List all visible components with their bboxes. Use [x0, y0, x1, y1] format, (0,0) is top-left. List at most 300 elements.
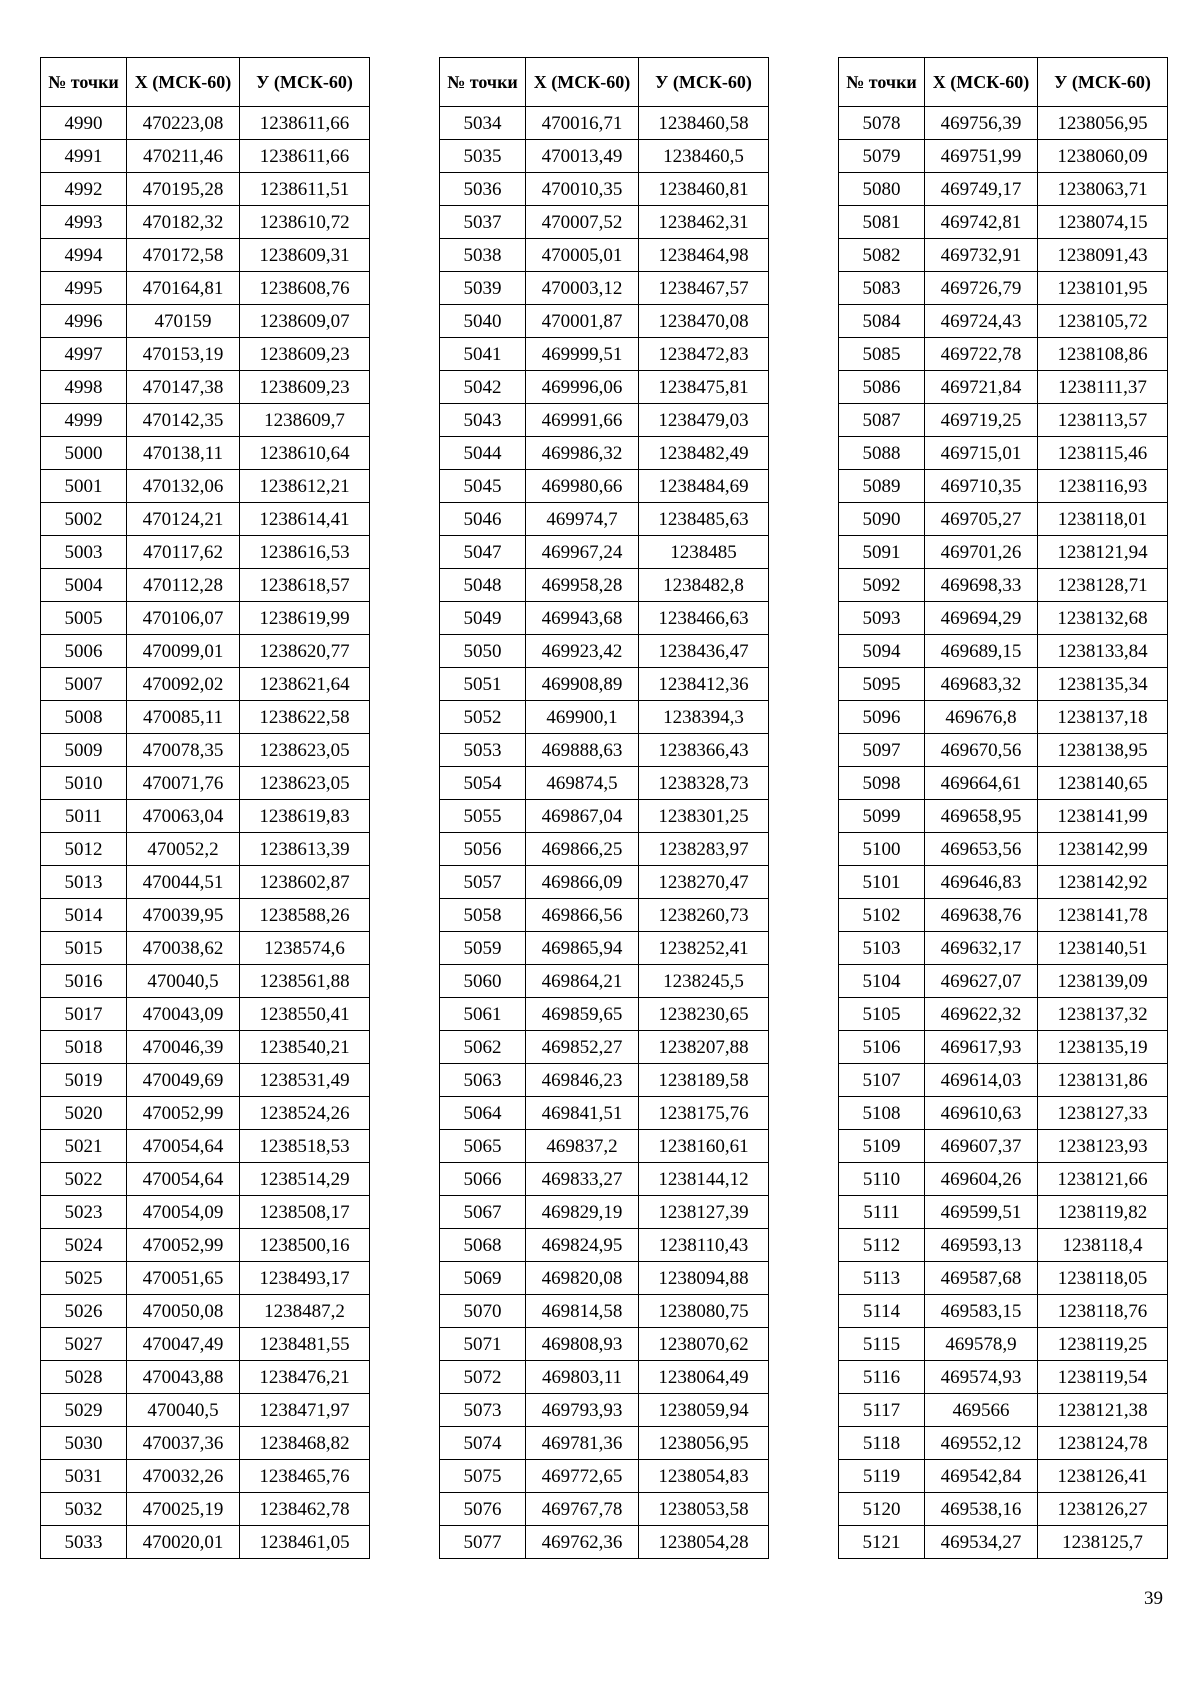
y-coordinate-cell: 1238518,53 — [240, 1130, 370, 1163]
point-number-cell: 5011 — [41, 800, 127, 833]
y-coordinate-cell: 1238481,55 — [240, 1328, 370, 1361]
x-coordinate-cell: 469974,7 — [526, 503, 639, 536]
table-row — [41, 404, 370, 437]
x-coordinate-cell: 470043,88 — [127, 1361, 240, 1394]
point-number-cell: 4991 — [41, 140, 127, 173]
point-number-cell: 5034 — [440, 107, 526, 140]
table-row — [41, 140, 370, 173]
table-row — [41, 206, 370, 239]
table-row — [440, 602, 769, 635]
table-row — [839, 833, 1168, 866]
x-coordinate-cell: 470078,35 — [127, 734, 240, 767]
table-row — [41, 734, 370, 767]
point-number-cell: 5070 — [440, 1295, 526, 1328]
y-coordinate-cell: 1238189,58 — [639, 1064, 769, 1097]
x-coordinate-cell: 469980,66 — [526, 470, 639, 503]
point-number-cell: 5049 — [440, 602, 526, 635]
y-coordinate-cell: 1238609,7 — [240, 404, 370, 437]
table-row — [41, 1361, 370, 1394]
x-coordinate-cell: 469767,78 — [526, 1493, 639, 1526]
y-coordinate-cell: 1238620,77 — [240, 635, 370, 668]
table-row — [839, 1262, 1168, 1295]
point-number-cell: 5071 — [440, 1328, 526, 1361]
point-number-cell: 5035 — [440, 140, 526, 173]
x-coordinate-cell: 470013,49 — [526, 140, 639, 173]
table-row — [839, 1427, 1168, 1460]
y-coordinate-cell: 1238460,58 — [639, 107, 769, 140]
x-coordinate-cell: 469587,68 — [925, 1262, 1038, 1295]
y-coordinate-cell: 1238105,72 — [1038, 305, 1168, 338]
x-coordinate-cell: 470138,11 — [127, 437, 240, 470]
y-coordinate-cell: 1238485,63 — [639, 503, 769, 536]
y-coordinate-cell: 1238080,75 — [639, 1295, 769, 1328]
x-coordinate-cell: 469756,39 — [925, 107, 1038, 140]
y-coordinate-cell: 1238121,38 — [1038, 1394, 1168, 1427]
x-coordinate-cell: 470038,62 — [127, 932, 240, 965]
point-number-cell: 5050 — [440, 635, 526, 668]
x-coordinate-cell: 470010,35 — [526, 173, 639, 206]
point-number-cell: 4996 — [41, 305, 127, 338]
table-row — [839, 602, 1168, 635]
x-coordinate-cell: 470040,5 — [127, 965, 240, 998]
table-row — [440, 1394, 769, 1427]
point-number-cell: 5082 — [839, 239, 925, 272]
point-number-cell: 5094 — [839, 635, 925, 668]
y-coordinate-cell: 1238608,76 — [240, 272, 370, 305]
point-number-cell: 5014 — [41, 899, 127, 932]
header-point-number: № точки — [41, 58, 127, 107]
point-number-cell: 5029 — [41, 1394, 127, 1427]
point-number-cell: 5067 — [440, 1196, 526, 1229]
table-row — [41, 1130, 370, 1163]
x-coordinate-cell: 470117,62 — [127, 536, 240, 569]
y-coordinate-cell: 1238135,19 — [1038, 1031, 1168, 1064]
x-coordinate-cell: 470040,5 — [127, 1394, 240, 1427]
y-coordinate-cell: 1238550,41 — [240, 998, 370, 1031]
y-coordinate-cell: 1238436,47 — [639, 635, 769, 668]
point-number-cell: 5063 — [440, 1064, 526, 1097]
y-coordinate-cell: 1238123,93 — [1038, 1130, 1168, 1163]
x-coordinate-cell: 470099,01 — [127, 635, 240, 668]
table-row — [41, 1427, 370, 1460]
y-coordinate-cell: 1238613,39 — [240, 833, 370, 866]
x-coordinate-cell: 469574,93 — [925, 1361, 1038, 1394]
header-x-coordinate: Х (МСК-60) — [925, 58, 1038, 107]
point-number-cell: 5024 — [41, 1229, 127, 1262]
table-row — [41, 1229, 370, 1262]
x-coordinate-cell: 469732,91 — [925, 239, 1038, 272]
x-coordinate-cell: 470132,06 — [127, 470, 240, 503]
table-row — [839, 371, 1168, 404]
y-coordinate-cell: 1238472,83 — [639, 338, 769, 371]
x-coordinate-cell: 469967,24 — [526, 536, 639, 569]
y-coordinate-cell: 1238610,64 — [240, 437, 370, 470]
table-row — [440, 899, 769, 932]
point-number-cell: 5081 — [839, 206, 925, 239]
header-x-coordinate: Х (МСК-60) — [526, 58, 639, 107]
y-coordinate-cell: 1238121,66 — [1038, 1163, 1168, 1196]
x-coordinate-cell: 470043,09 — [127, 998, 240, 1031]
point-number-cell: 5044 — [440, 437, 526, 470]
header-y-coordinate: У (МСК-60) — [639, 58, 769, 107]
table-body — [41, 107, 370, 1559]
point-number-cell: 5009 — [41, 734, 127, 767]
table-row — [41, 1097, 370, 1130]
x-coordinate-cell: 470054,64 — [127, 1163, 240, 1196]
table-row — [41, 602, 370, 635]
point-number-cell: 5106 — [839, 1031, 925, 1064]
point-number-cell: 5089 — [839, 470, 925, 503]
y-coordinate-cell: 1238125,7 — [1038, 1526, 1168, 1559]
point-number-cell: 5065 — [440, 1130, 526, 1163]
table-row — [839, 998, 1168, 1031]
x-coordinate-cell: 470071,76 — [127, 767, 240, 800]
point-number-cell: 5103 — [839, 932, 925, 965]
point-number-cell: 5045 — [440, 470, 526, 503]
y-coordinate-cell: 1238619,83 — [240, 800, 370, 833]
y-coordinate-cell: 1238622,58 — [240, 701, 370, 734]
table-row — [839, 470, 1168, 503]
y-coordinate-cell: 1238618,57 — [240, 569, 370, 602]
y-coordinate-cell: 1238514,29 — [240, 1163, 370, 1196]
x-coordinate-cell: 469538,16 — [925, 1493, 1038, 1526]
y-coordinate-cell: 1238142,99 — [1038, 833, 1168, 866]
table-row — [839, 635, 1168, 668]
table-row — [41, 173, 370, 206]
table-row — [839, 239, 1168, 272]
x-coordinate-cell: 470172,58 — [127, 239, 240, 272]
table-row — [41, 1328, 370, 1361]
point-number-cell: 5005 — [41, 602, 127, 635]
y-coordinate-cell: 1238059,94 — [639, 1394, 769, 1427]
y-coordinate-cell: 1238108,86 — [1038, 338, 1168, 371]
table-row — [440, 1493, 769, 1526]
point-number-cell: 4990 — [41, 107, 127, 140]
table-body — [440, 107, 769, 1559]
y-coordinate-cell: 1238283,97 — [639, 833, 769, 866]
table-row — [440, 437, 769, 470]
x-coordinate-cell: 469874,5 — [526, 767, 639, 800]
table-row — [41, 107, 370, 140]
point-number-cell: 5013 — [41, 866, 127, 899]
table-header-row — [440, 58, 769, 107]
table-row — [41, 1031, 370, 1064]
table-row — [839, 1163, 1168, 1196]
y-coordinate-cell: 1238054,28 — [639, 1526, 769, 1559]
x-coordinate-cell: 469820,08 — [526, 1262, 639, 1295]
y-coordinate-cell: 1238113,57 — [1038, 404, 1168, 437]
y-coordinate-cell: 1238121,94 — [1038, 536, 1168, 569]
header-x-coordinate: Х (МСК-60) — [127, 58, 240, 107]
point-number-cell: 5096 — [839, 701, 925, 734]
point-number-cell: 5100 — [839, 833, 925, 866]
table-row — [41, 833, 370, 866]
table-row — [440, 404, 769, 437]
y-coordinate-cell: 1238476,21 — [240, 1361, 370, 1394]
point-number-cell: 5027 — [41, 1328, 127, 1361]
table-row — [440, 1526, 769, 1559]
point-number-cell: 5072 — [440, 1361, 526, 1394]
x-coordinate-cell: 470147,38 — [127, 371, 240, 404]
table-row — [41, 635, 370, 668]
table-row — [41, 1526, 370, 1559]
point-number-cell: 5046 — [440, 503, 526, 536]
table-row — [41, 701, 370, 734]
header-point-number: № точки — [839, 58, 925, 107]
point-number-cell: 5114 — [839, 1295, 925, 1328]
table-row — [41, 668, 370, 701]
x-coordinate-cell: 469599,51 — [925, 1196, 1038, 1229]
x-coordinate-cell: 469721,84 — [925, 371, 1038, 404]
table-row — [839, 1130, 1168, 1163]
table-row — [440, 338, 769, 371]
table-row — [41, 305, 370, 338]
table-row — [41, 866, 370, 899]
y-coordinate-cell: 1238160,61 — [639, 1130, 769, 1163]
table-row — [41, 272, 370, 305]
x-coordinate-cell: 470032,26 — [127, 1460, 240, 1493]
point-number-cell: 5090 — [839, 503, 925, 536]
y-coordinate-cell: 1238612,21 — [240, 470, 370, 503]
table-row — [41, 800, 370, 833]
table-row — [41, 1196, 370, 1229]
x-coordinate-cell: 469991,66 — [526, 404, 639, 437]
x-coordinate-cell: 469986,32 — [526, 437, 639, 470]
point-number-cell: 5022 — [41, 1163, 127, 1196]
point-number-cell: 5079 — [839, 140, 925, 173]
x-coordinate-cell: 469617,93 — [925, 1031, 1038, 1064]
y-coordinate-cell: 1238141,99 — [1038, 800, 1168, 833]
y-coordinate-cell: 1238118,76 — [1038, 1295, 1168, 1328]
point-number-cell: 5068 — [440, 1229, 526, 1262]
y-coordinate-cell: 1238609,23 — [240, 338, 370, 371]
y-coordinate-cell: 1238091,43 — [1038, 239, 1168, 272]
table-row — [41, 1262, 370, 1295]
x-coordinate-cell: 469781,36 — [526, 1427, 639, 1460]
point-number-cell: 5061 — [440, 998, 526, 1031]
y-coordinate-cell: 1238054,83 — [639, 1460, 769, 1493]
y-coordinate-cell: 1238588,26 — [240, 899, 370, 932]
x-coordinate-cell: 469683,32 — [925, 668, 1038, 701]
y-coordinate-cell: 1238574,6 — [240, 932, 370, 965]
page-number: 39 — [1144, 1588, 1163, 1609]
table-row — [440, 998, 769, 1031]
point-number-cell: 5102 — [839, 899, 925, 932]
table-row — [440, 1031, 769, 1064]
table-row — [839, 107, 1168, 140]
point-number-cell: 4997 — [41, 338, 127, 371]
y-coordinate-cell: 1238133,84 — [1038, 635, 1168, 668]
table-row — [440, 140, 769, 173]
y-coordinate-cell: 1238074,15 — [1038, 206, 1168, 239]
point-number-cell: 5105 — [839, 998, 925, 1031]
y-coordinate-cell: 1238207,88 — [639, 1031, 769, 1064]
y-coordinate-cell: 1238623,05 — [240, 767, 370, 800]
table-row — [839, 1196, 1168, 1229]
point-number-cell: 5119 — [839, 1460, 925, 1493]
point-number-cell: 5121 — [839, 1526, 925, 1559]
y-coordinate-cell: 1238462,78 — [240, 1493, 370, 1526]
table-row — [839, 1295, 1168, 1328]
point-number-cell: 5054 — [440, 767, 526, 800]
point-number-cell: 5111 — [839, 1196, 925, 1229]
y-coordinate-cell: 1238531,49 — [240, 1064, 370, 1097]
x-coordinate-cell: 470124,21 — [127, 503, 240, 536]
x-coordinate-cell: 469724,43 — [925, 305, 1038, 338]
x-coordinate-cell: 470016,71 — [526, 107, 639, 140]
point-number-cell: 5057 — [440, 866, 526, 899]
y-coordinate-cell: 1238466,63 — [639, 602, 769, 635]
table-row — [839, 932, 1168, 965]
y-coordinate-cell: 1238412,36 — [639, 668, 769, 701]
point-number-cell: 4999 — [41, 404, 127, 437]
point-number-cell: 5040 — [440, 305, 526, 338]
y-coordinate-cell: 1238141,78 — [1038, 899, 1168, 932]
y-coordinate-cell: 1238138,95 — [1038, 734, 1168, 767]
table-row — [440, 272, 769, 305]
point-number-cell: 5104 — [839, 965, 925, 998]
y-coordinate-cell: 1238475,81 — [639, 371, 769, 404]
x-coordinate-cell: 469664,61 — [925, 767, 1038, 800]
table-row — [839, 1493, 1168, 1526]
x-coordinate-cell: 469542,84 — [925, 1460, 1038, 1493]
x-coordinate-cell: 469658,95 — [925, 800, 1038, 833]
y-coordinate-cell: 1238460,81 — [639, 173, 769, 206]
x-coordinate-cell: 469824,95 — [526, 1229, 639, 1262]
y-coordinate-cell: 1238540,21 — [240, 1031, 370, 1064]
table-row — [839, 404, 1168, 437]
point-number-cell: 4998 — [41, 371, 127, 404]
x-coordinate-cell: 469908,89 — [526, 668, 639, 701]
x-coordinate-cell: 469803,11 — [526, 1361, 639, 1394]
table-row — [440, 206, 769, 239]
y-coordinate-cell: 1238467,57 — [639, 272, 769, 305]
table-row — [440, 173, 769, 206]
table-row — [440, 470, 769, 503]
table-row — [440, 965, 769, 998]
y-coordinate-cell: 1238118,05 — [1038, 1262, 1168, 1295]
point-number-cell: 5115 — [839, 1328, 925, 1361]
point-number-cell: 5108 — [839, 1097, 925, 1130]
x-coordinate-cell: 470051,65 — [127, 1262, 240, 1295]
y-coordinate-cell: 1238140,65 — [1038, 767, 1168, 800]
y-coordinate-cell: 1238127,33 — [1038, 1097, 1168, 1130]
table-row — [41, 1295, 370, 1328]
x-coordinate-cell: 470106,07 — [127, 602, 240, 635]
table-row — [440, 536, 769, 569]
x-coordinate-cell: 469534,27 — [925, 1526, 1038, 1559]
x-coordinate-cell: 470007,52 — [526, 206, 639, 239]
y-coordinate-cell: 1238128,71 — [1038, 569, 1168, 602]
table-row — [41, 371, 370, 404]
y-coordinate-cell: 1238230,65 — [639, 998, 769, 1031]
x-coordinate-cell: 469689,15 — [925, 635, 1038, 668]
table-row — [440, 668, 769, 701]
y-coordinate-cell: 1238485 — [639, 536, 769, 569]
x-coordinate-cell: 469749,17 — [925, 173, 1038, 206]
point-number-cell: 5091 — [839, 536, 925, 569]
point-number-cell: 5056 — [440, 833, 526, 866]
y-coordinate-cell: 1238609,07 — [240, 305, 370, 338]
y-coordinate-cell: 1238394,3 — [639, 701, 769, 734]
x-coordinate-cell: 470037,36 — [127, 1427, 240, 1460]
y-coordinate-cell: 1238119,82 — [1038, 1196, 1168, 1229]
x-coordinate-cell: 469923,42 — [526, 635, 639, 668]
table-row — [839, 206, 1168, 239]
table-row — [440, 107, 769, 140]
table-row — [440, 800, 769, 833]
table-header-row — [839, 58, 1168, 107]
point-number-cell: 5086 — [839, 371, 925, 404]
y-coordinate-cell: 1238142,92 — [1038, 866, 1168, 899]
point-number-cell: 4992 — [41, 173, 127, 206]
table-row — [41, 1064, 370, 1097]
point-number-cell: 5025 — [41, 1262, 127, 1295]
y-coordinate-cell: 1238611,66 — [240, 107, 370, 140]
point-number-cell: 5058 — [440, 899, 526, 932]
y-coordinate-cell: 1238144,12 — [639, 1163, 769, 1196]
y-coordinate-cell: 1238119,25 — [1038, 1328, 1168, 1361]
x-coordinate-cell: 470085,11 — [127, 701, 240, 734]
x-coordinate-cell: 469566 — [925, 1394, 1038, 1427]
point-number-cell: 5080 — [839, 173, 925, 206]
x-coordinate-cell: 469694,29 — [925, 602, 1038, 635]
x-coordinate-cell: 470164,81 — [127, 272, 240, 305]
x-coordinate-cell: 469793,93 — [526, 1394, 639, 1427]
point-number-cell: 5016 — [41, 965, 127, 998]
y-coordinate-cell: 1238366,43 — [639, 734, 769, 767]
table-row — [440, 1097, 769, 1130]
table-row — [41, 503, 370, 536]
y-coordinate-cell: 1238252,41 — [639, 932, 769, 965]
table-row — [440, 1460, 769, 1493]
point-number-cell: 5087 — [839, 404, 925, 437]
x-coordinate-cell: 469715,01 — [925, 437, 1038, 470]
point-number-cell: 5043 — [440, 404, 526, 437]
table-row — [839, 734, 1168, 767]
x-coordinate-cell: 470052,99 — [127, 1097, 240, 1130]
y-coordinate-cell: 1238070,62 — [639, 1328, 769, 1361]
table-row — [440, 1295, 769, 1328]
y-coordinate-cell: 1238619,99 — [240, 602, 370, 635]
point-number-cell: 5088 — [839, 437, 925, 470]
x-coordinate-cell: 469610,63 — [925, 1097, 1038, 1130]
y-coordinate-cell: 1238602,87 — [240, 866, 370, 899]
x-coordinate-cell: 470047,49 — [127, 1328, 240, 1361]
table-row — [41, 998, 370, 1031]
x-coordinate-cell: 469866,25 — [526, 833, 639, 866]
table-row — [440, 239, 769, 272]
x-coordinate-cell: 469841,51 — [526, 1097, 639, 1130]
y-coordinate-cell: 1238611,51 — [240, 173, 370, 206]
y-coordinate-cell: 1238245,5 — [639, 965, 769, 998]
y-coordinate-cell: 1238126,41 — [1038, 1460, 1168, 1493]
y-coordinate-cell: 1238137,18 — [1038, 701, 1168, 734]
x-coordinate-cell: 470195,28 — [127, 173, 240, 206]
y-coordinate-cell: 1238482,49 — [639, 437, 769, 470]
table-row — [440, 503, 769, 536]
coordinates-table-2 — [439, 57, 769, 1559]
y-coordinate-cell: 1238616,53 — [240, 536, 370, 569]
point-number-cell: 5084 — [839, 305, 925, 338]
y-coordinate-cell: 1238094,88 — [639, 1262, 769, 1295]
point-number-cell: 5019 — [41, 1064, 127, 1097]
point-number-cell: 5064 — [440, 1097, 526, 1130]
y-coordinate-cell: 1238524,26 — [240, 1097, 370, 1130]
x-coordinate-cell: 469829,19 — [526, 1196, 639, 1229]
point-number-cell: 5000 — [41, 437, 127, 470]
table-row — [41, 239, 370, 272]
